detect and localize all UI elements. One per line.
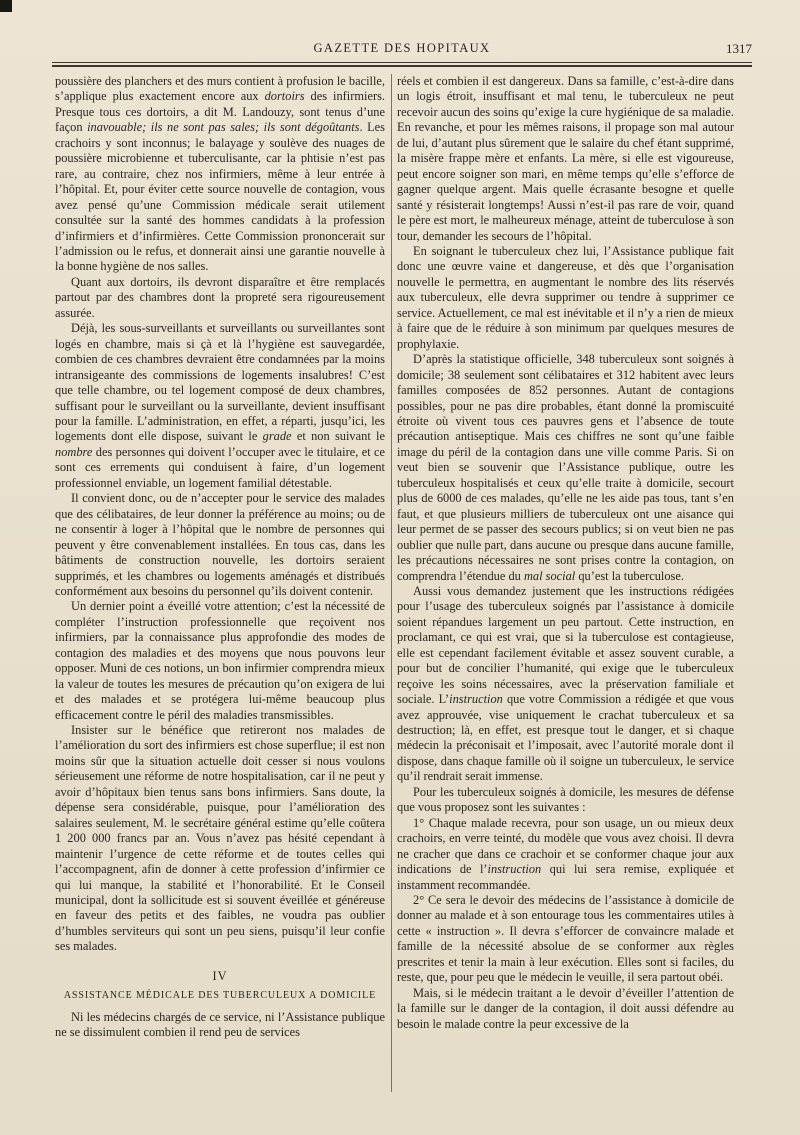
header-rule-thin: [52, 62, 752, 63]
column-divider: [391, 74, 392, 1092]
running-title: GAZETTE DES HOPITAUX: [313, 41, 491, 55]
page-header: [52, 38, 752, 62]
paragraph: réels et combien il est dangereux. Dans sa famille, c’est-à-dire dans un logis étroit, insuffisant et mal tenu, le tuberculeux ne peut recevoir aucun des soins qu’exige la cure hygiénique de sa maladie. En revanche, et pour les mêmes raisons, il propage son mal autour de lui, d’autant plus sûrement que le salaire du chef étant supprimé, la misère frappe mère et enfants. La mère, si elle est vigoureuse, peut encore soigner son mari, en même temps qu’elle s’efforce de gagner quelque argent. Mais quelle écrasante besogne et quelle santé y résisterait longtemps! Aussi n’est-il pas rare de voir, quand le père est mort, le malheureux ménage, atteint de tuberculose à son tour, demander les secours de l’hôpital.: [397, 74, 734, 243]
left-column: [55, 74, 385, 1041]
paragraph: Mais, si le médecin traitant a le devoir d’éveiller l’attention de la famille sur le danger de la contagion, il doit aussi défendre au besoin le malade contre la peur excessive de la: [397, 985, 734, 1031]
paragraph: Ni les médecins chargés de ce service, ni l’Assistance publique ne se dissimulent combien il rend peu de services: [55, 1009, 385, 1040]
paragraph: D’après la statistique officielle, 348 tuberculeux sont soignés à domicile; 38 seulement sont célibataires et 312 habitent avec leurs familles composées de 852 personnes. Autant de contagions possibles, pour ne pas dire probables, étant donné la promiscuité étroite où vivent tous ces pauvres gens et l’absence de toute précaution antiseptique. Mais ces chiffres ne sont qu’une faible image du péril de la contagion dans une ville comme Paris. Si on veut bien se souvenir que l’Assistance publique, outre les tuberculeux hospitalisés et ceux qu’elle traite à domicile, secourt plus de 6000 de ces malades, qu’elle ne les aide pas tous, tant s’en faut, et que plusieurs milliers de tuberculeux ont une aisance qui leur permet de se passer des secours publics; si on veut bien ne pas oublier que nulle part, dans aucune ou presque dans aucune famille, les précautions nécessaires ne sont prises contre la contagion, on comprendra l’étendue du mal social qu’est la tuberculose.: [397, 352, 734, 583]
paragraph: En soignant le tuberculeux chez lui, l’Assistance publique fait donc une œuvre vaine et dangereuse, et dès que l’organisation nouvelle le permettra, en augmentant le nombre des lits réservés aux tuberculeux, elle devra supprimer ou tendre à supprimer ce service. Actuellement, ce mal est inévitable et il n’y a rien de mieux à faire que de le réduire à son minimum par quelques mesures de prophylaxie.: [397, 243, 734, 351]
paragraph: poussière des planchers et des murs contient à profusion le bacille, s’applique plus exactement encore aux dortoirs des infirmiers. Presque tous ces dortoirs, a dit M. Landouzy, sont tenus d’une façon inavouable; ils ne sont pas sales; ils sont dégoûtants. Les crachoirs y sont inconnus; le balayage y soulève des nuages de poussière microbienne et tuberculisante, car la phtisie n’est pas rare, au contraire, chez nos infirmiers, même à leur entrée à l’hôpital. Et, pour éviter cette source nouvelle de contagion, vous avez pensé qu’une Commission médicale serait utilement consultée sur la santé des hommes candidats à la profession d’infirmiers et d’infirmières. Cette Commission prononcerait sur l’admission ou le refus, et donnerait ainsi une garantie nouvelle à la bonne hygiène de nos salles.: [55, 74, 386, 274]
paragraph: 1° Chaque malade recevra, pour son usage, un ou mieux deux crachoirs, en verre teinté, du modèle que vous avez choisi. Il devra ne cracher que dans ce crachoir et se conformer chaque jour aux indications de l’instruction qui lui sera remise, expliquée et instamment recommandée.: [397, 815, 734, 892]
paragraph: Insister sur le bénéfice que retireront nos malades de l’amélioration du sort des infirmiers est chose superflue; il est non moins sûr que la situation actuelle doit cesser si nous voulons sérieusement une réforme de notre hospitalisation, car il ne peut y avoir d’hôpitaux bien tenus sans bons infirmiers. Sans doute, la dépense sera considérable, puisque, pour l’amélioration des salaires seulement, M. le secrétaire général estime qu’elle coûtera 1 200 000 francs par an. Vous n’avez pas hésité cependant à maintenir l’urgence de cette réforme et de toutes celles qui l’accompagnent, afin de donner à cette profession d’infirmier ce qui lui manque, la stabilité et l’honorabilité. Et le Conseil municipal, dont la sollicitude est si souvent éveillée et généreuse en faveur des petits et des faibles, ne voudra pas oublier d’humbles serviteurs qui sont un peu siens, puisqu’il leur confie ses malades.: [55, 723, 385, 954]
paragraph: Un dernier point a éveillé votre attention; c’est la nécessité de compléter l’instruction professionnelle que reçoivent nos infirmiers, par la connaissance plus approfondie des modes de contagion des maladies et des moyens que nous pouvons leur opposer. Muni de ces notions, un bon infirmier comprendra mieux la valeur de toutes les mesures de précaution qu’on exigera de lui et des malades et se protégera lui-même beaucoup plus efficacement contre le péril des maladies transmissibles.: [55, 599, 385, 722]
paragraph: 2° Ce sera le devoir des médecins de l’assistance à domicile de donner au malade et à son entourage tous les commentaires utiles à cette « instruction ». Il devra s’efforcer de convaincre malade et famille de la nécessité absolue de se conformer aux règles prescrites et tenir la main à leur exécution. Elles sont si faciles, du reste, que, pour peu que le médecin le veuille, il sera partout obéi.: [397, 893, 734, 985]
page-corner-mark: [0, 0, 12, 12]
paragraph: Quant aux dortoirs, ils devront disparaître et être remplacés partout par des chambres dont la propreté sera rigoureusement assurée.: [55, 274, 385, 320]
section-number: IV: [212, 968, 228, 983]
right-column: [397, 74, 734, 1032]
page-number: 1317: [726, 41, 752, 56]
paragraph: Aussi vous demandez justement que les instructions rédigées pour l’usage des tuberculeux soignés par l’assistance à domicile soient répandues largement un peu partout. Cette instruction, en proclamant, ce qui est vrai, que si la tuberculose est contagieuse, elle est cependant facilement évitable et assez souvent curable, a pour but de concilier l’humanité, qui exige que le tuberculeux reçoive les soins nécessaires, avec la préservation familiale et sociale. L’instruction que votre Commission a rédigée et que vous avez approuvée, vise uniquement le crachat tuberculeux et sa destruction; là, en effet, est presque tout le danger, et si chaque médecin la préconisait et l’imposait, avec l’autorité morale dont il dispose, dans chaque famille où il soigne un tuberculeux, le service qu’il rendrait serait immense.: [397, 583, 734, 784]
paragraph: Pour les tuberculeux soignés à domicile, les mesures de défense que vous proposez sont les suivantes :: [397, 784, 734, 815]
header-rule-thick: [52, 65, 752, 67]
paragraph: Déjà, les sous-surveillants et surveillants ou surveillantes sont logés en chambre, mais si çà et là l’hygiène est sauvegardée, combien de ces chambres devraient être condamnées par la moins intransigeante des commissions de logements insalubres! C’est que telle chambre, ou tel logement composé de deux chambres, suffisant pour le surveillant ou la surveillante, devient insuffisant pour la famille. L’administration, en effet, a réparti, jusqu’ici, les logements dont elle dispose, suivant le grade et non suivant le nombre des personnes qui doivent l’occuper avec le titulaire, et ce sont ces errements qui conduisent à faire, d’un logement professionnel enviable, un logement familial détestable.: [55, 321, 385, 490]
paragraph: Il convient donc, ou de n’accepter pour le service des malades que des célibataires, de leur donner la préférence au moins; ou de ne consentir à loger à l’hôpital que le nombre de personnes qui peuvent y être convenablement installées. En tous cas, dans les bâtiments de construction nouvelle, les dortoirs seraient supprimés, et les chambres ou logements aménagés et distribués conformément aux besoins du personnel qu’ils doivent contenir.: [55, 491, 385, 598]
section-title: ASSISTANCE MÉDICALE DES TUBERCULEUX A DOMICILE: [63, 990, 377, 1002]
